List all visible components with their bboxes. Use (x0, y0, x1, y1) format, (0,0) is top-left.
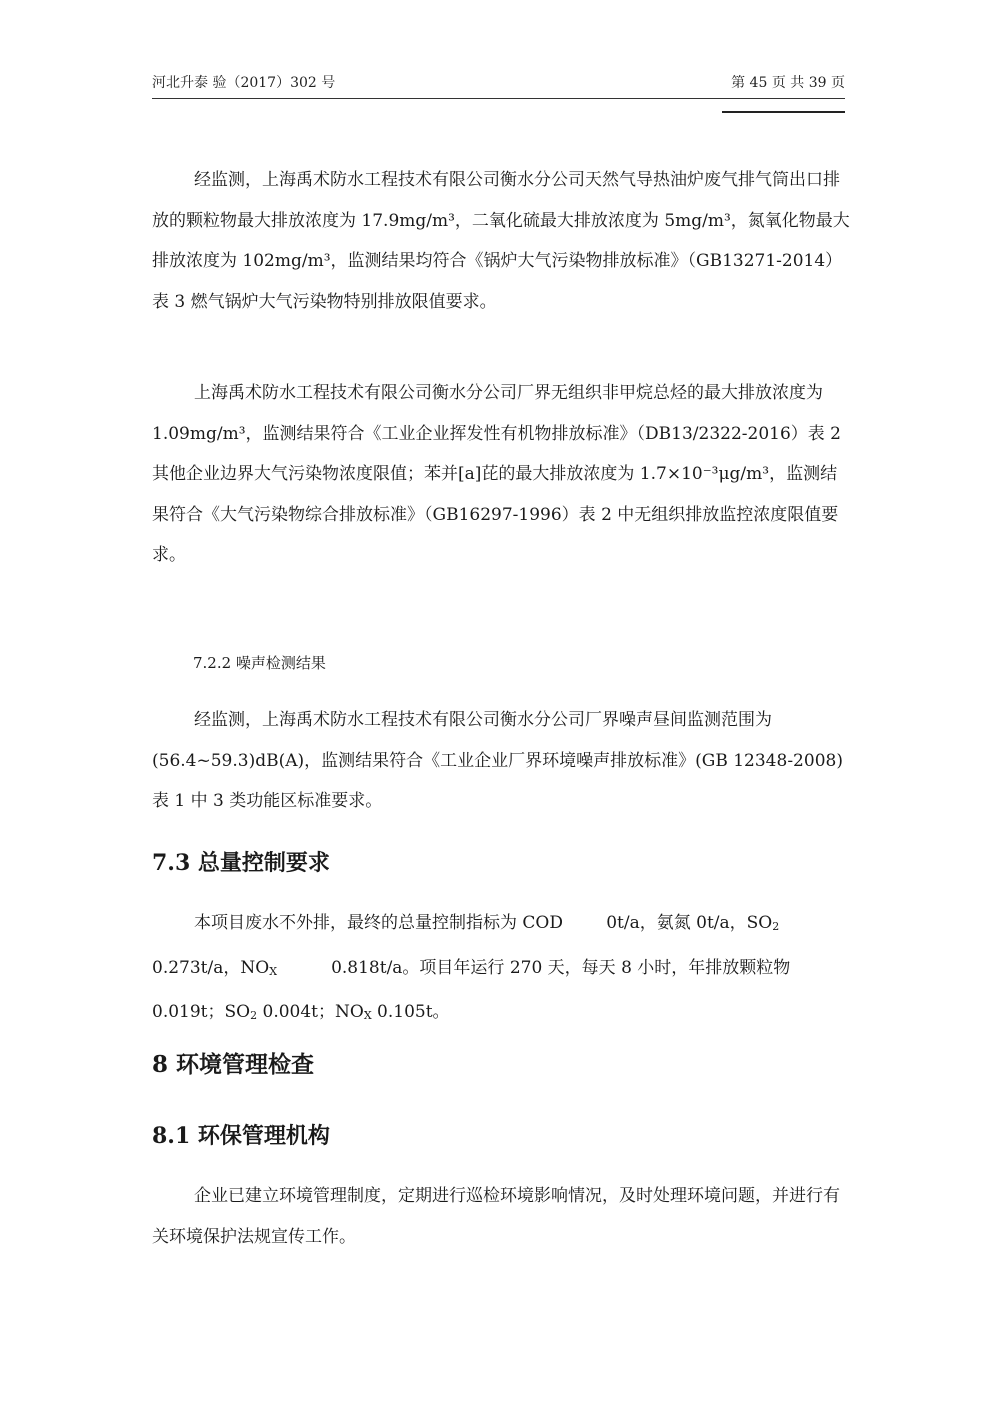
paragraph-3-text: 经监测，上海禹术防水工程技术有限公司衡水分公司厂界噪声昼间监测范围为(56.4~59.3)dB(A)，监测结果符合《工业企业厂界环境噪声排放标准》(GB 12348-2008)表 1 中 3 类功能区标准要求。 (152, 710, 843, 811)
paragraph-2-text: 上海禹术防水工程技术有限公司衡水分公司厂界无组织非甲烷总烃的最大排放浓度为 1.09mg/m³，监测结果符合《工业企业挥发性有机物排放标准》（DB13/2322-2016）表 2 其他企业边界大气污染物浓度限值；苯并[a]芘的最大排放浓度为 1.7×10⁻³μg/m³，监测结果符合《大气污染物综合排放标准》（GB16297-1996）表 2 中无组织排放监控浓度限值要求。 (152, 383, 847, 565)
section-heading-8: 8 环境管理检查 (152, 1051, 315, 1078)
paragraph-1-text: 经监测，上海禹术防水工程技术有限公司衡水分公司天然气导热油炉废气排气筒出口排放的颗粒物最大排放浓度为 17.9mg/m³，二氧化硫最大排放浓度为 5mg/m³，氮氧化物最大排放浓度为 102mg/m³，监测结果均符合《锅炉大气污染物排放标准》（GB13271-2014）表 3 燃气锅炉大气污染物特别排放限值要求。 (152, 170, 850, 312)
section-heading-7-3: 7.3 总量控制要求 (152, 850, 330, 876)
paragraph-4 (152, 903, 852, 1037)
paragraph-4-text: 本项目废水不外排，最终的总量控制指标为 COD 0t/a，氨氮 0t/a，$SO_2$ 0.273t/a，$NO_X$ 0.818t/a。项目年运行 270 天，每天 8 小时，年排放颗粒物 0.019t；$SO_2$ 0.004t；$NO_X$ 0.105t。 (152, 913, 796, 1022)
paragraph-2 (152, 373, 852, 576)
paragraph-1 (152, 160, 852, 322)
paragraph-5-text: 企业已建立环境管理制度，定期进行巡检环境影响情况，及时处理环境问题，并进行有关环境保护法规宣传工作。 (152, 1186, 840, 1247)
page-header (152, 72, 845, 96)
section-heading-8-1: 8.1 环保管理机构 (152, 1123, 330, 1149)
paragraph-3 (152, 700, 852, 822)
section-heading-7-2-2: 7.2.2 噪声检测结果 (193, 654, 326, 672)
document-id: 河北升泰 验（2017）302 号 (152, 75, 336, 91)
header-short-rule (722, 111, 845, 113)
header-rule (152, 98, 845, 99)
paragraph-5 (152, 1176, 852, 1257)
page-number: 第 45 页 共 39 页 (731, 75, 845, 91)
